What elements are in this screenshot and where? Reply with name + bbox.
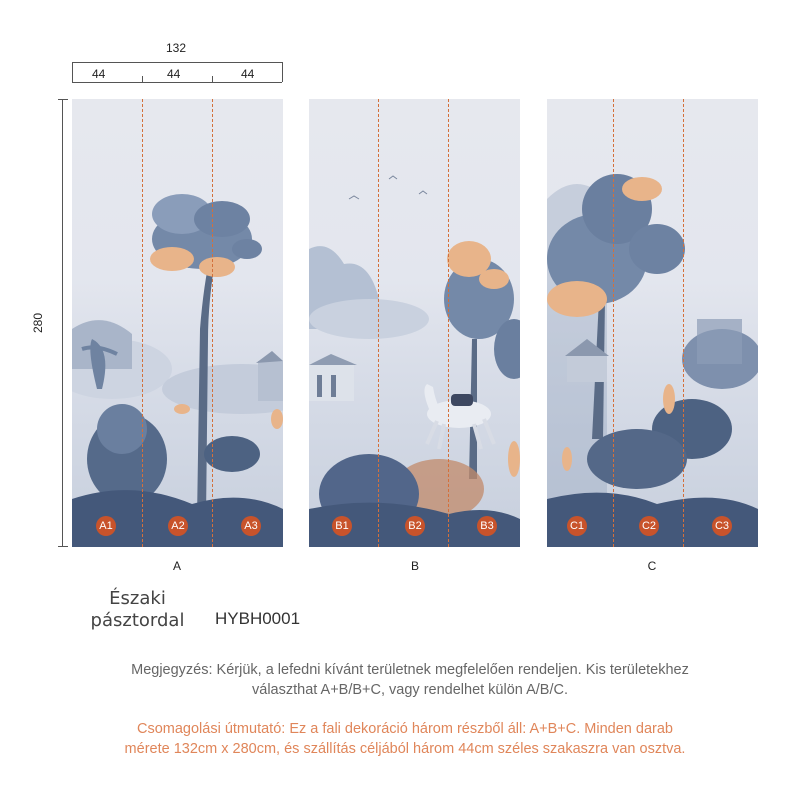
panel-label-a: A (172, 559, 181, 573)
landscape-illustration-a (72, 99, 283, 547)
landscape-illustration-c (547, 99, 758, 547)
product-code: HYBH0001 (215, 609, 301, 628)
section-badge-b3: B3 (477, 516, 497, 536)
mural-panel-c (547, 99, 758, 547)
cut-line (683, 99, 684, 547)
panel-label-b: B (410, 559, 419, 573)
total-width-label: 132 (166, 41, 187, 55)
dim-tick (212, 76, 213, 82)
product-name (80, 588, 195, 632)
order-note-line1: Megjegyzés: Kérjük, a lefedni kívánt területnek megfelelően rendeljen. Kis területekhez (131, 662, 689, 678)
order-note-line2: választhat A+B/B+C, vagy rendelhet külön A/B/C. (252, 682, 568, 698)
order-note (60, 660, 760, 700)
total-width-line (72, 62, 282, 63)
segment-line (72, 82, 282, 83)
section-badge-a1: A1 (96, 516, 116, 536)
height-tick-top (58, 99, 68, 100)
height-line (62, 99, 63, 547)
section-badge-c1: C1 (567, 516, 587, 536)
cut-line (212, 99, 213, 547)
segment-width-label-2: 44 (167, 67, 181, 81)
mural-panel-a (72, 99, 283, 547)
dim-tick (72, 62, 73, 82)
height-label: 280 (31, 312, 46, 334)
section-badge-c2: C2 (639, 516, 659, 536)
cut-line (448, 99, 449, 547)
cut-line (378, 99, 379, 547)
section-badge-c3: C3 (712, 516, 732, 536)
segment-width-label-1: 44 (92, 67, 106, 81)
mural-panel-b (309, 99, 520, 547)
dim-tick (282, 62, 283, 82)
horse-figure (424, 384, 494, 449)
dim-tick (142, 76, 143, 82)
cut-line (142, 99, 143, 547)
packing-guide (70, 719, 740, 759)
landscape-illustration-b (309, 99, 520, 547)
cut-line (613, 99, 614, 547)
section-badge-b1: B1 (332, 516, 352, 536)
packing-guide-line1: Csomagolási útmutató: Ez a fali dekoráció három részből áll: A+B+C. Minden darab (137, 721, 673, 737)
product-name-line1: Északi (109, 588, 166, 609)
panel-label-c: C (647, 559, 657, 573)
product-name-line2: pásztordal (90, 610, 185, 631)
section-badge-b2: B2 (405, 516, 425, 536)
packing-guide-line2: mérete 132cm x 280cm, és szállítás céljából három 44cm széles szakaszra van osztva. (124, 741, 686, 757)
segment-width-label-3: 44 (241, 67, 255, 81)
height-tick-bottom (58, 546, 68, 547)
section-badge-a3: A3 (241, 516, 261, 536)
section-badge-a2: A2 (168, 516, 188, 536)
